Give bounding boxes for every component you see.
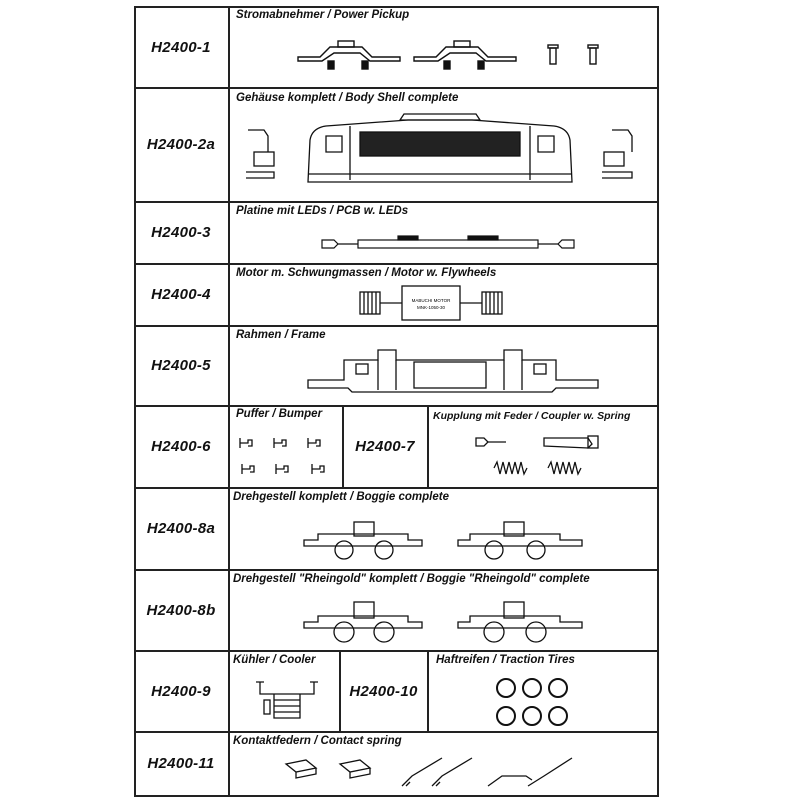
part-code: H2400-8b: [146, 601, 216, 619]
part-title: Stromabnehmer / Power Pickup: [236, 9, 410, 21]
coupler-spring-illustration: [470, 432, 610, 484]
motor-illustration: [356, 282, 506, 322]
part-title: Drehgestell "Rheingold" komplett / Boggie "Rheingold" complete: [233, 573, 590, 585]
part-title: Kupplung mit Feder / Coupler w. Spring: [433, 410, 631, 422]
part-code: H2400-6: [151, 438, 211, 455]
bogie-illustration: [298, 516, 588, 564]
part-title: Motor m. Schwungmassen / Motor w. Flywheels: [236, 267, 497, 279]
frame-illustration: [304, 346, 604, 398]
part-code: H2400-9: [151, 682, 211, 700]
cooler-illustration: [252, 678, 322, 722]
col-divider: [228, 6, 230, 796]
body-shell-illustration: [240, 112, 640, 196]
bumper-illustration: [234, 434, 334, 478]
part-code: H2400-4: [151, 286, 211, 303]
power-pickup-illustration: [290, 35, 620, 75]
part-code: H2400-7: [355, 438, 415, 455]
part-title: Drehgestell komplett / Boggie complete: [233, 491, 449, 503]
part-title: Kontaktfedern / Contact spring: [233, 735, 402, 747]
part-title: Rahmen / Frame: [236, 329, 326, 341]
motor-model-label: MNK-1050-30: [416, 305, 446, 310]
part-title: Gehäuse komplett / Body Shell complete: [236, 92, 459, 104]
part-code: H2400-5: [151, 357, 211, 374]
part-code: H2400-1: [151, 39, 211, 56]
part-title: Platine mit LEDs / PCB w. LEDs: [236, 205, 409, 217]
part-title: Kühler / Cooler: [233, 654, 316, 666]
part-title: Puffer / Bumper: [236, 408, 323, 420]
part-code: H2400-8a: [146, 520, 216, 537]
part-code: H2400-2a: [146, 136, 216, 153]
pcb-illustration: [318, 232, 578, 256]
split-divider: [427, 405, 429, 487]
traction-tires-illustration: [494, 676, 574, 728]
bogie-rheingold-illustration: [298, 598, 588, 646]
split-divider: [427, 650, 429, 731]
frame-bottom: [134, 795, 659, 797]
part-code: H2400-3: [151, 224, 211, 241]
part-code: H2400-11: [147, 755, 215, 772]
frame-right: [657, 6, 659, 796]
part-code: H2400-10: [349, 682, 418, 700]
part-title: Haftreifen / Traction Tires: [436, 654, 575, 666]
contact-spring-illustration: [282, 752, 602, 792]
motor-brand-label: MABUCHI MOTOR: [411, 298, 451, 303]
